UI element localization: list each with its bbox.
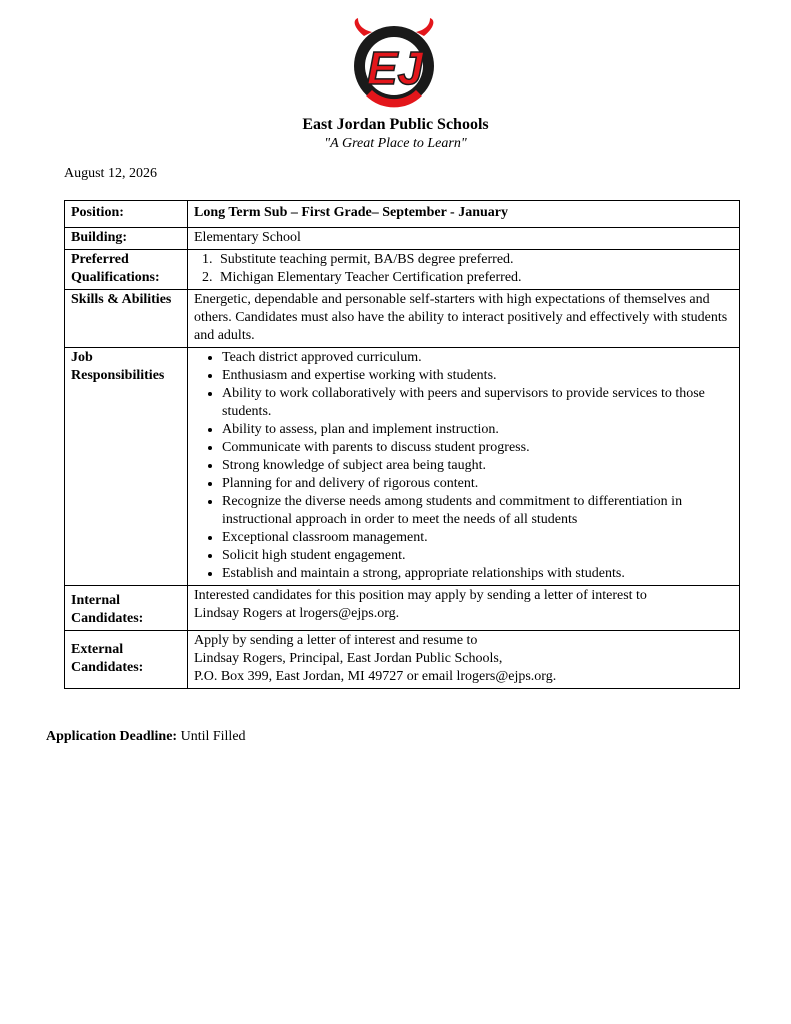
- job-posting-table: [64, 200, 740, 689]
- building-row: [65, 228, 740, 250]
- organization-name: East Jordan Public Schools: [302, 116, 489, 133]
- skills-row: [65, 290, 740, 348]
- list-item: • Teach district approved curriculum.: [222, 349, 735, 367]
- list-item: 2. Michigan Elementary Teacher Certification preferred.: [216, 269, 735, 287]
- qualifications-list: [194, 251, 735, 287]
- deadline-label: Application Deadline:: [46, 729, 178, 744]
- responsibilities-label: Job Responsibilities: [65, 348, 188, 586]
- position-row: [65, 201, 740, 228]
- skills-value: Energetic, dependable and personable self-starters with high expectations of themselves and others. Candidates must also have the ability to interact positively and effectively with students and adults.: [188, 290, 740, 348]
- internal-candidates-label: Internal Candidates:: [65, 586, 188, 631]
- list-item: • Strong knowledge of subject area being taught.: [222, 457, 735, 475]
- internal-line: Lindsay Rogers at lrogers@ejps.org.: [194, 606, 400, 621]
- deadline-value: Until Filled: [180, 729, 246, 744]
- external-candidates-label: External Candidates:: [65, 631, 188, 689]
- list-item: • Exceptional classroom management.: [222, 529, 735, 547]
- responsibilities-row: [65, 348, 740, 586]
- skills-label: Skills & Abilities: [65, 290, 188, 348]
- building-label: Building:: [65, 228, 188, 250]
- list-item: • Enthusiasm and expertise working with students.: [222, 367, 735, 385]
- building-value: Elementary School: [188, 228, 740, 250]
- list-item: • Ability to assess, plan and implement instruction.: [222, 421, 735, 439]
- logo-monogram: EJ: [366, 42, 424, 94]
- external-candidates-row: [65, 631, 740, 689]
- application-deadline: [46, 729, 246, 745]
- list-item: • Planning for and delivery of rigorous content.: [222, 475, 735, 493]
- list-item: • Solicit high student engagement.: [222, 547, 735, 565]
- position-value: Long Term Sub – First Grade– September - January: [188, 201, 740, 228]
- school-logo: [346, 18, 442, 110]
- list-item: • Communicate with parents to discuss student progress.: [222, 439, 735, 457]
- list-item: • Ability to work collaboratively with peers and supervisors to provide services to those students.: [222, 385, 735, 421]
- position-label: Position:: [65, 201, 188, 228]
- tagline: "A Great Place to Learn": [324, 136, 467, 151]
- list-item: • Recognize the diverse needs among students and commitment to differentiation in instructional approach in order to meet the needs of all students: [222, 493, 735, 529]
- external-line: Lindsay Rogers, Principal, East Jordan Public Schools,: [194, 651, 503, 666]
- list-item: • Establish and maintain a strong, appropriate relationships with students.: [222, 565, 735, 583]
- external-line: Apply by sending a letter of interest and resume to: [194, 633, 478, 648]
- qualifications-row: [65, 250, 740, 290]
- external-line: P.O. Box 399, East Jordan, MI 49727 or email lrogers@ejps.org.: [194, 669, 557, 684]
- internal-candidates-row: [65, 586, 740, 631]
- posting-date: August 12, 2026: [64, 166, 157, 181]
- responsibilities-list: [194, 349, 735, 583]
- qualifications-label: Preferred Qualifications:: [65, 250, 188, 290]
- internal-line: Interested candidates for this position may apply by sending a letter of interest to: [194, 588, 647, 603]
- list-item: 1. Substitute teaching permit, BA/BS degree preferred.: [216, 251, 735, 269]
